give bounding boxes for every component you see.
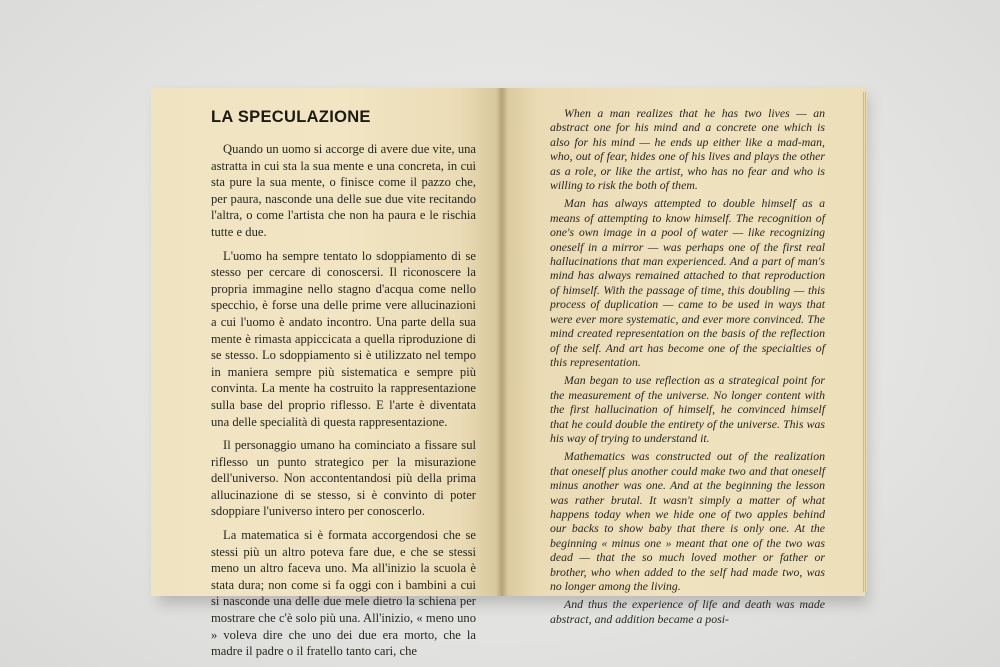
paragraph: Quando un uomo si accorge di avere due vite, una astratta in cui sta la sua mente e una concreta, in cui sta pure la sua mente, o finisce come il pazzo che, per paura, nasconde una delle sue due vite recitando l'altra, o come l'artista che non ha paura e le rischia tutte e due. (211, 142, 476, 239)
left-page (151, 88, 502, 659)
paragraph: L'uomo ha sempre tentato lo sdoppiamento di se stesso per cercare di conoscersi. Il riconoscere la propria immagine nello stagno d'acqua come nello specchio, è forse una delle prime vere allucinazioni a cui l'uomo è andato incontro. Una parte della sua mente è rimasta appiccicata a quella riproduzione di se stesso. Lo sdoppiamento si è utilizzato nel tempo in maniera sempre più sistematica e sempre più convinta. La mente ha costruito la rappresentazione sulla base del proprio riflesso. E l'arte è diventata una delle specialità di questa rappresentazione. (211, 248, 476, 429)
paragraph: La matematica si è formata accorgendosi che se stessi più un altro poteva fare due, e che se stessi meno un altro faceva uno. Ma all'inizio la scuola è stata dura; non come si fa oggi con i bambini a cui si nasconde una delle due mele dietro la schiena per mostrare che c'è solo più una. All'inizio, « meno uno » voleva dire che uno dei due era morto, che la madre il padre o il fratello tanto cari, che (211, 528, 476, 659)
english-text-block (550, 106, 825, 626)
paragraph: Mathematics was constructed out of the realization that oneself plus another could make two and that oneself minus another was one. And at the beginning the lesson was rather brutal. It wasn't simply a matter of what happens today when we hide one of two apples behind our backs to show baby that there is only one. At the beginning « minus one » meant that one of the two was dead — that the so much loved mother or father or brother, who when added to the self had made two, was no longer among the living. (550, 449, 825, 593)
paragraph: Il personaggio umano ha cominciato a fissare sul riflesso un punto strategico per la misurazione dell'universo. Non accontentandosi più della prima allucinazione di se stesso, si è convinto di poter sdoppiare l'universo intero per conoscerlo. (211, 438, 476, 519)
italian-text-block (211, 141, 476, 660)
page-title: LA SPECULAZIONE (211, 108, 371, 126)
paragraph: And thus the experience of life and death was made abstract, and addition became a posi- (550, 597, 825, 626)
paragraph: Man has always attempted to double himself as a means of attempting to know himself. The recognition of one's own image in a pool of water — like recognizing oneself in a mirror — was perhaps one of the first real hallucinations that man experienced. And a part of man's mind has always remained attached to that reproduction of himself. With the passage of time, this doubling — this process of duplication — came to be used in ways that were ever more systematic, and ever more convinced. The mind created representation on the basis of the reflection of the self. And art has become one of the specialties of this representation. (550, 196, 825, 369)
right-page (502, 88, 865, 626)
page-edge-stack (862, 92, 867, 592)
paragraph: When a man realizes that he has two lives — an abstract one for his mind and a concrete one which is also for his mind — he ends up either like a mad-man, who, out of fear, hides one of his lives and plays the other as a role, or like the artist, who has no fear and who is willing to risk the both of them. (550, 106, 825, 193)
book-gutter (496, 88, 508, 596)
paragraph: Man began to use reflection as a strategical point for the measurement of the universe. No longer content with the first hallucination of himself, he convinced himself that he could double the entirety of the universe. This was his way of trying to understand it. (550, 373, 825, 445)
